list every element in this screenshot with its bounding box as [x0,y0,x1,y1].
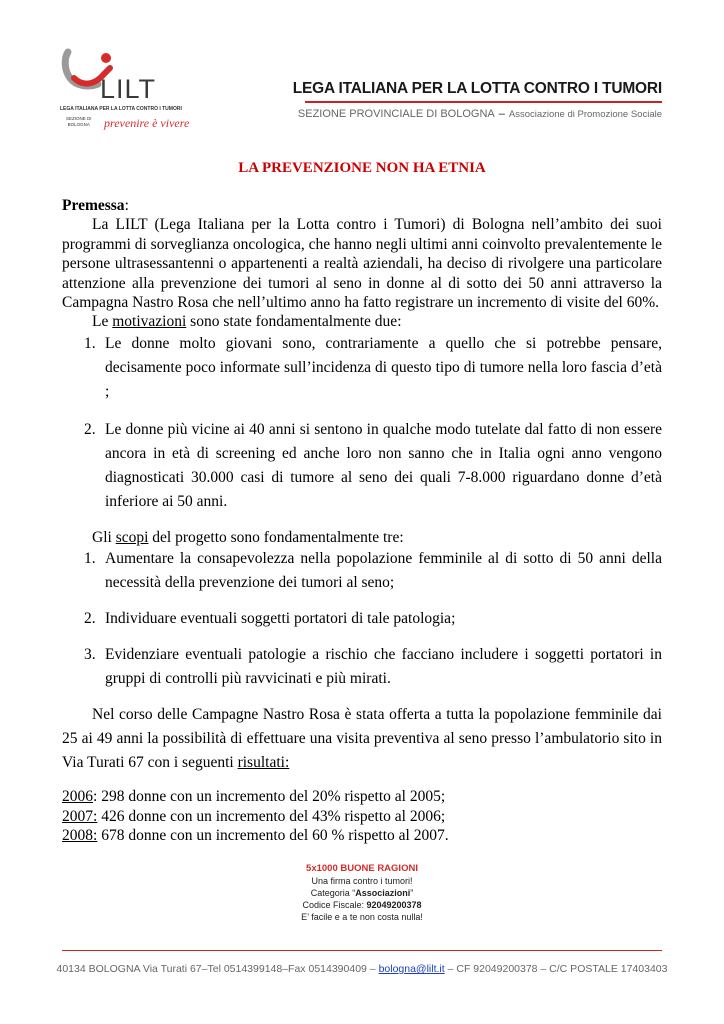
result-text: 298 donne con un incremento del 20% rispetto al 2005; [97,788,446,806]
list-text: Le donne più vicine ai 40 anni si sentono in qualche modo tutelate dal fatto di non essere ancora in età di screening ed anche loro non sanno che in Italia ogni anno vengono diagnosticati 30.000 casi di tumore al seno dei quali 7-8.000 riguardano donne d’età inferiore ai 50 anni. [105,420,662,510]
premessa-colon: : [124,197,129,214]
motivazioni-intro [62,312,662,331]
list-item [62,607,662,631]
header-assoc: Associazione di Promozione Sociale [508,109,662,120]
scopi-post: del progetto sono fondamentalmente tre: [148,528,404,546]
results-list [62,787,662,845]
promo-category-pre: Categoria “ [310,888,356,898]
result-row [62,787,662,806]
list-text: Aumentare la consapevolezza nella popolazione femminile al di sotto di 50 anni della necessità della prevenzione dei tumori al seno; [105,550,662,592]
motivazioni-pre: Le [92,313,113,331]
scopi-list [62,547,662,691]
promo-line: E’ facile e a te non costa nulla! [301,912,423,922]
logo-tagline: prevenire è vivere [104,116,190,130]
premessa-heading [62,196,662,215]
header-title: LEGA ITALIANA PER LA LOTTA CONTRO I TUMORI [292,80,662,97]
motivazioni-word: motivazioni [112,313,187,331]
header-divider [305,101,662,103]
premessa-paragraph: La LILT (Lega Italiana per la Lotta contro i Tumori) di Bologna nell’ambito dei suoi programmi di sorveglianza oncologica, che hanno negli ultimi anni coinvolto prevalentemente le persone ultrasessantenni o appartenenti a realtà aziendali, ha deciso di rivolgere una particolare attenzione alla prevenzione dei tumori al seno in donne al di sotto dei 50 anni attraverso la Campagna Nastro Rosa che nell’ultimo anno ha fatto registrare un incremento di visite del 60%. [62,216,663,312]
list-item [62,418,662,514]
promo-box [0,863,724,923]
promo-category-post: ” [410,888,414,898]
logo-small-text: LEGA ITALIANA PER LA LOTTA CONTRO I TUMORI [60,106,182,112]
list-number: 1. [84,334,96,352]
result-colon: : [93,788,98,806]
list-text: Individuare eventuali soggetti portatori di tale patologia; [105,610,456,628]
header-subtitle [298,108,662,120]
footer [0,963,724,975]
footer-divider [62,950,662,951]
promo-codice-bold: 92049200378 [366,900,422,910]
logo-city: BOLOGNA [67,122,90,127]
list-item [62,332,662,404]
list-number: 3. [84,646,96,664]
motivazioni-post: sono state fondamentalmente due: [186,313,402,331]
list-item [62,547,662,595]
promo-category [0,887,724,899]
footer-email-link[interactable]: bologna@lilt.it [378,963,445,975]
list-number: 2. [84,420,96,438]
premessa-label: Premessa [62,197,125,214]
result-year: 2008: [62,827,98,845]
logo-sezione [66,116,92,128]
result-year: 2007: [62,807,98,825]
list-item [62,643,662,691]
document-title: LA PREVENZIONE NON HA ETNIA [238,160,486,176]
list-number: 2. [84,610,96,628]
result-text: 678 donne con un incremento del 60 % rispetto al 2007. [97,827,449,845]
promo-category-bold: Associazioni [355,888,411,898]
footer-address: 40134 BOLOGNA Via Turati 67–Tel 0514399148–Fax 0514390409 – [56,963,379,975]
result-row [62,826,662,845]
logo-brand: LILT [100,74,157,104]
risultati-word: risultati: [237,754,290,772]
list-text: Evidenziare eventuali patologie a rischio che facciano includere i soggetti portatori in gruppi di controlli più ravvicinati e più mirati. [105,646,662,688]
result-text: 426 donne con un incremento del 43% rispetto al 2006; [97,807,446,825]
scopi-pre: Gli [92,528,116,546]
document-body [62,196,662,845]
motivazioni-list [62,332,662,514]
promo-line: Una firma contro i tumori! [311,876,413,886]
promo-codice [0,899,724,911]
scopi-word: scopi [115,528,149,546]
footer-rest: – CF 92049200378 – C/C POSTALE 17403403 [444,963,668,975]
campagne-paragraph [62,703,662,775]
header-sezione: SEZIONE PROVINCIALE DI BOLOGNA [297,108,495,120]
logo-sezione-label: SEZIONE DI [66,116,92,121]
campagne-text: Nel corso delle Campagne Nastro Rosa è stata offerta a tutta la popolazione femminile dai 25 ai 49 anni la possibilità di effettuare una visita preventiva al seno presso l’ambulatorio sito in Via Turati 67 con i seguenti [62,706,662,772]
result-year: 2006 [62,788,93,806]
header-separator: – [498,108,505,120]
list-number: 1. [84,550,96,568]
promo-codice-pre: Codice Fiscale: [302,900,367,910]
lilt-logo [60,44,210,134]
promo-title: 5x1000 BUONE RAGIONI [306,863,418,874]
list-text: Le donne molto giovani sono, contrariamente a quello che si potrebbe pensare, decisamente poco informate sull’incidenza di questo tipo di tumore nella loro fascia d’età ; [105,334,662,400]
result-row [62,807,662,826]
scopi-intro [62,528,662,547]
